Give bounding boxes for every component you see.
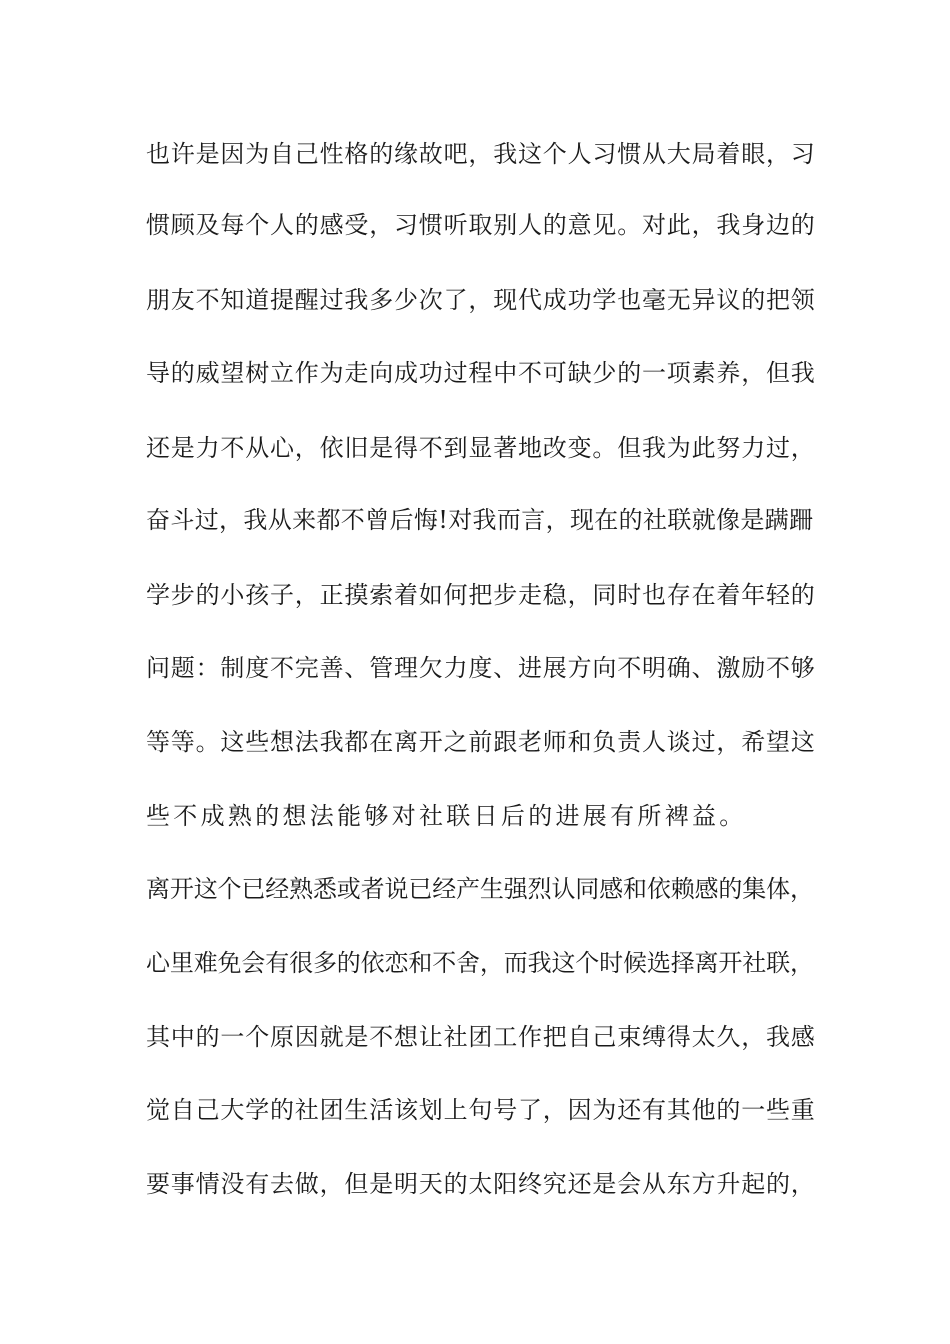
text-line: 问题：制度不完善、管理欠力度、进展方向不明确、激励不够 [146, 654, 816, 682]
text-line: 要事情没有去做，但是明天的太阳终究还是会从东方升起的， [146, 1170, 816, 1198]
text-line: 学步的小孩子，正摸索着如何把步走稳，同时也存在着年轻的 [146, 581, 816, 609]
text-line: 等等。这些想法我都在离开之前跟老师和负责人谈过，希望这 [146, 728, 816, 756]
text-line: 奋斗过，我从来都不曾后悔!对我而言，现在的社联就像是蹒跚 [146, 506, 814, 534]
text-line: 惯顾及每个人的感受，习惯听取别人的意见。对此，我身边的 [146, 211, 816, 239]
text-line: 离开这个已经熟悉或者说已经产生强烈认同感和依赖感的集体， [146, 875, 814, 903]
text-line: 导的威望树立作为走向成功过程中不可缺少的一项素养，但我 [146, 359, 816, 387]
text-line: 还是力不从心，依旧是得不到显著地改变。但我为此努力过， [146, 434, 816, 462]
text-line: 觉自己大学的社团生活该划上句号了，因为还有其他的一些重 [146, 1096, 816, 1124]
text-line: 朋友不知道提醒过我多少次了，现代成功学也毫无异议的把领 [146, 286, 816, 314]
text-line: 也许是因为自己性格的缘故吧，我这个人习惯从大局着眼，习 [146, 140, 816, 168]
text-line: 些不成熟的想法能够对社联日后的进展有所裨益。 [146, 802, 747, 830]
text-line: 心里难免会有很多的依恋和不舍，而我这个时候选择离开社联， [146, 949, 814, 977]
text-line: 其中的一个原因就是不想让社团工作把自己束缚得太久，我感 [146, 1023, 816, 1051]
